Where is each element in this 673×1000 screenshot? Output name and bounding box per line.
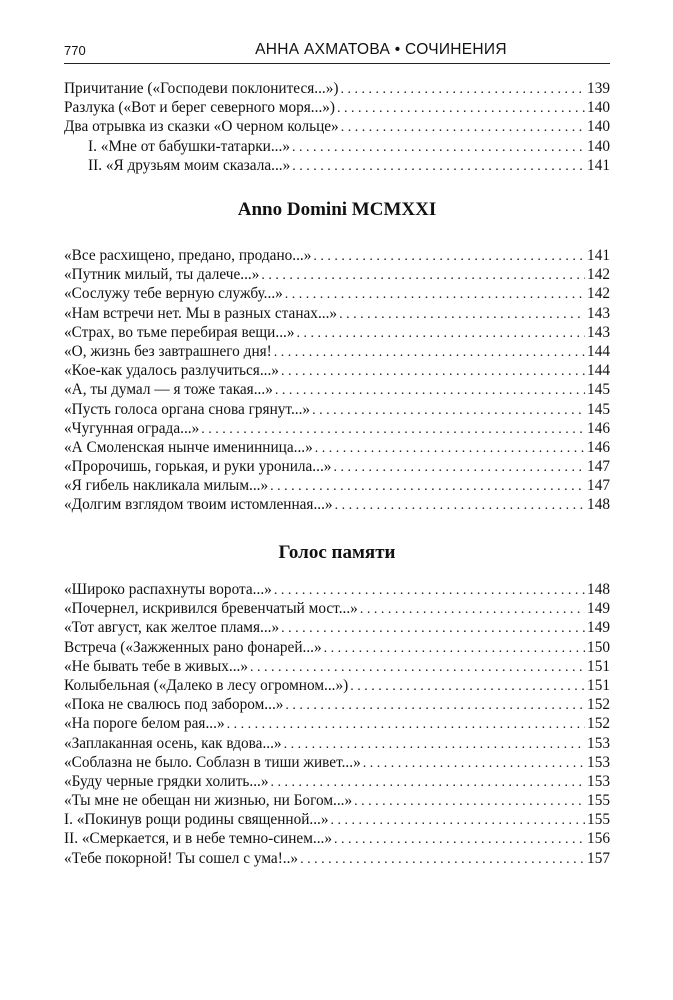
toc-entry-title: «Чугунная ограда...» (64, 419, 200, 437)
toc-entry-title: «Заплаканная осень, как вдова...» (64, 734, 282, 752)
toc-entry-page: 148 (587, 496, 610, 514)
toc-entry-page: 146 (587, 438, 610, 456)
toc-entry-title: I. «Покинув рощи родины священной...» (64, 811, 329, 829)
toc-entry (64, 79, 610, 98)
dot-leader (261, 266, 585, 285)
toc-entry-page: 152 (587, 696, 610, 714)
dot-leader (281, 362, 585, 381)
toc-entry (64, 580, 610, 599)
toc-entry-page: 143 (587, 304, 610, 322)
dot-leader (331, 811, 586, 830)
toc-entry-title: «Широко распахнуты ворота...» (64, 581, 272, 598)
toc-entry-title: II. «Я друзьям моим сказала...» (88, 156, 291, 174)
dot-leader (360, 600, 585, 619)
dot-leader (250, 658, 585, 677)
toc-entry (64, 380, 610, 399)
toc-entry (64, 304, 610, 323)
toc-entry (64, 476, 610, 495)
toc-entry (64, 695, 610, 714)
toc-entry-title: Встреча («Зажженных рано фонарей...» (64, 638, 322, 656)
toc-entry-page: 153 (587, 734, 610, 752)
toc-entry (64, 753, 610, 772)
toc-entry-title: «А Смоленская нынче именинница...» (64, 438, 313, 456)
running-head: АННА АХМАТОВА • СОЧИНЕНИЯ (255, 41, 507, 58)
toc-entry (64, 137, 610, 156)
toc-entry-title: «А, ты думал — я тоже такая...» (64, 381, 273, 399)
toc-entry-title: «Сослужу тебе верную службу...» (64, 285, 283, 303)
toc-entry (64, 599, 610, 618)
toc-entry (64, 714, 610, 733)
toc-entry-page: 149 (587, 619, 610, 637)
dot-leader (281, 619, 585, 638)
toc-entry (64, 772, 610, 791)
dot-leader (292, 157, 585, 176)
toc-entry (64, 829, 610, 848)
dot-leader (274, 581, 585, 600)
toc-entry-page: 144 (587, 342, 610, 360)
toc-entry (64, 284, 610, 303)
dot-leader (275, 381, 585, 400)
toc-entry-title: «Не бывать тебе в живых...» (64, 657, 249, 675)
toc-entry-page: 153 (587, 772, 610, 790)
page-number: 770 (64, 43, 86, 58)
toc-entry-page: 147 (587, 477, 610, 495)
section-title-golos-pamyati: Голос памяти (278, 542, 396, 563)
dot-leader (333, 458, 585, 477)
toc-entry-page: 145 (587, 381, 610, 399)
dot-leader (313, 247, 585, 266)
dot-leader (324, 639, 585, 658)
toc-entry-title: «Пророчишь, горькая, и руки уронила...» (64, 458, 332, 476)
toc-entry-title: «Буду черные грядки холить...» (64, 772, 269, 790)
toc-entry (64, 98, 610, 117)
toc-entry (64, 117, 610, 136)
dot-leader (335, 496, 585, 515)
dot-leader (284, 735, 585, 754)
toc-entry (64, 457, 610, 476)
toc-entry-title: «Пока не свалюсь под забором...» (64, 696, 284, 714)
toc-entry-page: 157 (587, 849, 610, 867)
page-header (64, 41, 610, 64)
toc-entry (64, 265, 610, 284)
toc-entry (64, 323, 610, 342)
toc-entry (64, 246, 610, 265)
dot-leader (337, 99, 585, 118)
toc-entry (64, 361, 610, 380)
toc-group-golos-pamyati (64, 580, 610, 868)
dot-leader (292, 138, 585, 157)
toc-entry-title: «Страх, во тьме перебирая вещи...» (64, 323, 295, 341)
dot-leader (227, 715, 585, 734)
toc-entry-page: 141 (587, 247, 610, 264)
dot-leader (201, 420, 585, 439)
toc-entry-title: «На пороге белом рая...» (64, 715, 225, 733)
toc-entry-title: «Долгим взглядом твоим истомленная...» (64, 496, 333, 514)
dot-leader (300, 850, 585, 869)
dot-leader (363, 754, 585, 773)
dot-leader (350, 677, 585, 696)
toc-entry-page: 144 (587, 362, 610, 380)
toc-entry-title: II. «Смеркается, и в небе темно-синем...» (64, 830, 332, 848)
toc-entry-page: 155 (587, 811, 610, 829)
toc-entry (64, 342, 610, 361)
dot-leader (270, 477, 585, 496)
toc-entry (64, 495, 610, 514)
toc-entry-page: 156 (587, 830, 610, 848)
toc-group-anno-domini (64, 246, 610, 515)
toc-entry (64, 791, 610, 810)
dot-leader (285, 285, 585, 304)
toc-entry-page: 140 (587, 99, 610, 117)
toc-entry (64, 618, 610, 637)
toc-entry-title: «О, жизнь без завтрашнего дня! (64, 342, 272, 360)
toc-entry-title: «Соблазна не было. Соблазн в тиши живет...» (64, 753, 361, 771)
dot-leader (274, 343, 585, 362)
dot-leader (341, 80, 586, 99)
toc-entry-page: 155 (587, 792, 610, 810)
toc-entry-page: 151 (587, 676, 610, 694)
dot-leader (285, 696, 585, 715)
dot-leader (297, 324, 586, 343)
toc-entry-page: 142 (587, 285, 610, 303)
dot-leader (334, 830, 585, 849)
toc-entry-title: «Нам встречи нет. Мы в разных станах...» (64, 304, 338, 322)
toc-entry-title: «Почернел, искривился бревенчатый мост...» (64, 600, 358, 618)
toc-entry-page: 139 (587, 80, 610, 97)
toc-entry-title: «Я гибель накликала милым...» (64, 477, 269, 495)
toc-entry-title: «Все расхищено, предано, продано...» (64, 247, 312, 264)
toc-entry (64, 156, 610, 175)
toc-entry (64, 638, 610, 657)
dot-leader (339, 305, 585, 324)
toc-entry-title: Разлука («Вот и берег северного моря...») (64, 99, 336, 117)
toc-entry-page: 153 (587, 753, 610, 771)
toc-entry (64, 400, 610, 419)
toc-entry (64, 657, 610, 676)
toc-entry-page: 143 (587, 323, 610, 341)
dot-leader (312, 401, 585, 420)
toc-entry-title: Два отрывка из сказки «О черном кольце» (64, 118, 339, 136)
toc-entry (64, 734, 610, 753)
toc-entry-page: 140 (587, 118, 610, 136)
toc-entry-page: 145 (587, 400, 610, 418)
toc-entry-page: 147 (587, 458, 610, 476)
toc-entry-title: Причитание («Господеви поклонитеся...») (64, 80, 339, 97)
toc-entry-title: «Путник милый, ты далече...» (64, 266, 260, 284)
dot-leader (354, 792, 585, 811)
toc-entry-title: Колыбельная («Далеко в лесу огромном...») (64, 676, 349, 694)
toc-entry-title: «Кое-как удалось разлучиться...» (64, 362, 279, 380)
toc-entry-title: «Тот август, как желтое пламя...» (64, 619, 280, 637)
toc-entry-page: 141 (587, 156, 610, 174)
toc-entry-page: 149 (587, 600, 610, 618)
toc-entry-title: «Ты мне не обещан ни жизнью, ни Богом...» (64, 792, 353, 810)
toc-entry-title: «Пусть голоса органа снова грянут...» (64, 400, 311, 418)
toc-group-1 (64, 79, 610, 175)
toc-entry-page: 140 (587, 137, 610, 155)
toc-entry-page: 151 (587, 657, 610, 675)
dot-leader (315, 439, 585, 458)
toc-entry-page: 146 (587, 419, 610, 437)
toc-entry (64, 438, 610, 457)
toc-entry-page: 142 (587, 266, 610, 284)
toc-entry-page: 152 (587, 715, 610, 733)
toc-entry-page: 148 (587, 581, 610, 598)
toc-entry-page: 150 (587, 638, 610, 656)
toc-entry-title: I. «Мне от бабушки-татарки...» (88, 137, 290, 155)
toc-entry (64, 810, 610, 829)
toc-entry-title: «Тебе покорной! Ты сошел с ума!..» (64, 849, 299, 867)
toc-entry (64, 419, 610, 438)
toc-entry (64, 676, 610, 695)
section-title-anno-domini: Anno Domini MCMXXI (237, 199, 437, 220)
toc-entry (64, 849, 610, 868)
dot-leader (271, 773, 586, 792)
dot-leader (341, 118, 585, 137)
